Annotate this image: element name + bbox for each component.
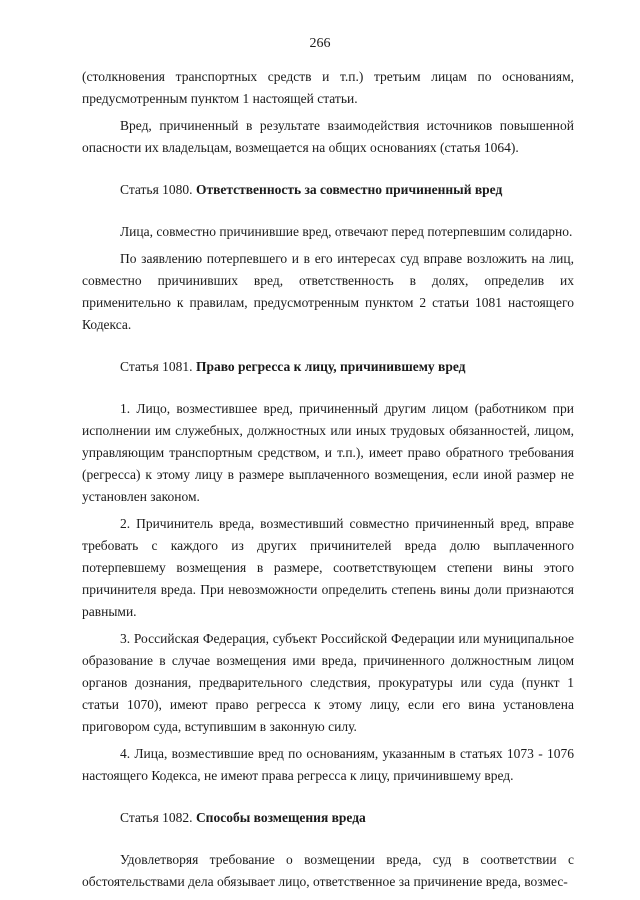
- article-heading-1082: [82, 807, 574, 829]
- paragraph: 2. Причинитель вреда, возместивший совместно причиненный вред, вправе требовать с каждого из других причинителей вреда долю выплаченного потерпевшему возмещения в размере, соответствующем степени вины этого причинителя вреда. При невозможности определить степень вины доли признаются равными.: [82, 516, 574, 619]
- article-title: Способы возмещения вреда: [195, 810, 366, 825]
- article-title: Ответственность за совместно причиненный вред: [195, 182, 503, 197]
- paragraph: (столкновения транспортных средств и т.п.) третьим лицам по основаниям, предусмотренным пунктом 1 настоящей статьи.: [82, 69, 574, 106]
- paragraph: Удовлетворяя требование о возмещении вреда, суд в соответствии с обстоятельствами дела обязывает лицо, ответственное за причинение вреда, возмес-: [82, 852, 574, 889]
- article-heading-1081: [82, 356, 574, 378]
- paragraph: 1. Лицо, возместившее вред, причиненный другим лицом (работником при исполнении им служебных, должностных или иных трудовых обязанностей, лицом, управляющим транспортным средством, и т.п.), имеет право обратного требования (регресса) к этому лицу в размере выплаченного возмещения, если иной размер не установлен законом.: [82, 401, 574, 504]
- paragraph: Лица, совместно причинившие вред, отвечают перед потерпевшим солидарно.: [120, 224, 573, 239]
- paragraph: 4. Лица, возместившие вред по основаниям, указанным в статьях 1073 - 1076 настоящего Кодекса, не имеют права регресса к лицу, причинившему вред.: [82, 746, 574, 783]
- article-number: Статья 1082.: [120, 810, 193, 825]
- article-heading-1080: [82, 179, 574, 201]
- article-title: Право регресса к лицу, причинившему вред: [195, 359, 466, 374]
- document-body: [82, 66, 574, 898]
- paragraph: Вред, причиненный в результате взаимодействия источников повышенной опасности их владельцам, возмещается на общих основаниях (статья 1064).: [82, 118, 574, 155]
- article-number: Статья 1080.: [120, 182, 193, 197]
- article-number: Статья 1081.: [120, 359, 193, 374]
- page-number: 266: [309, 36, 331, 51]
- paragraph: По заявлению потерпевшего и в его интересах суд вправе возложить на лиц, совместно причинивших вред, ответственность в долях, определив их применительно к правилам, предусмотренным пунктом 2 статьи 1081 настоящего Кодекса.: [82, 251, 574, 332]
- paragraph: 3. Российская Федерация, субъект Российской Федерации или муниципальное образование в случае возмещения ими вреда, причиненного должностным лицом органов дознания, предварительного следствия, прокуратуры или суда (пункт 1 статьи 1070), имеют право регресса к этому лицу, если его вина установлена приговором суда, вступившим в законную силу.: [82, 631, 574, 734]
